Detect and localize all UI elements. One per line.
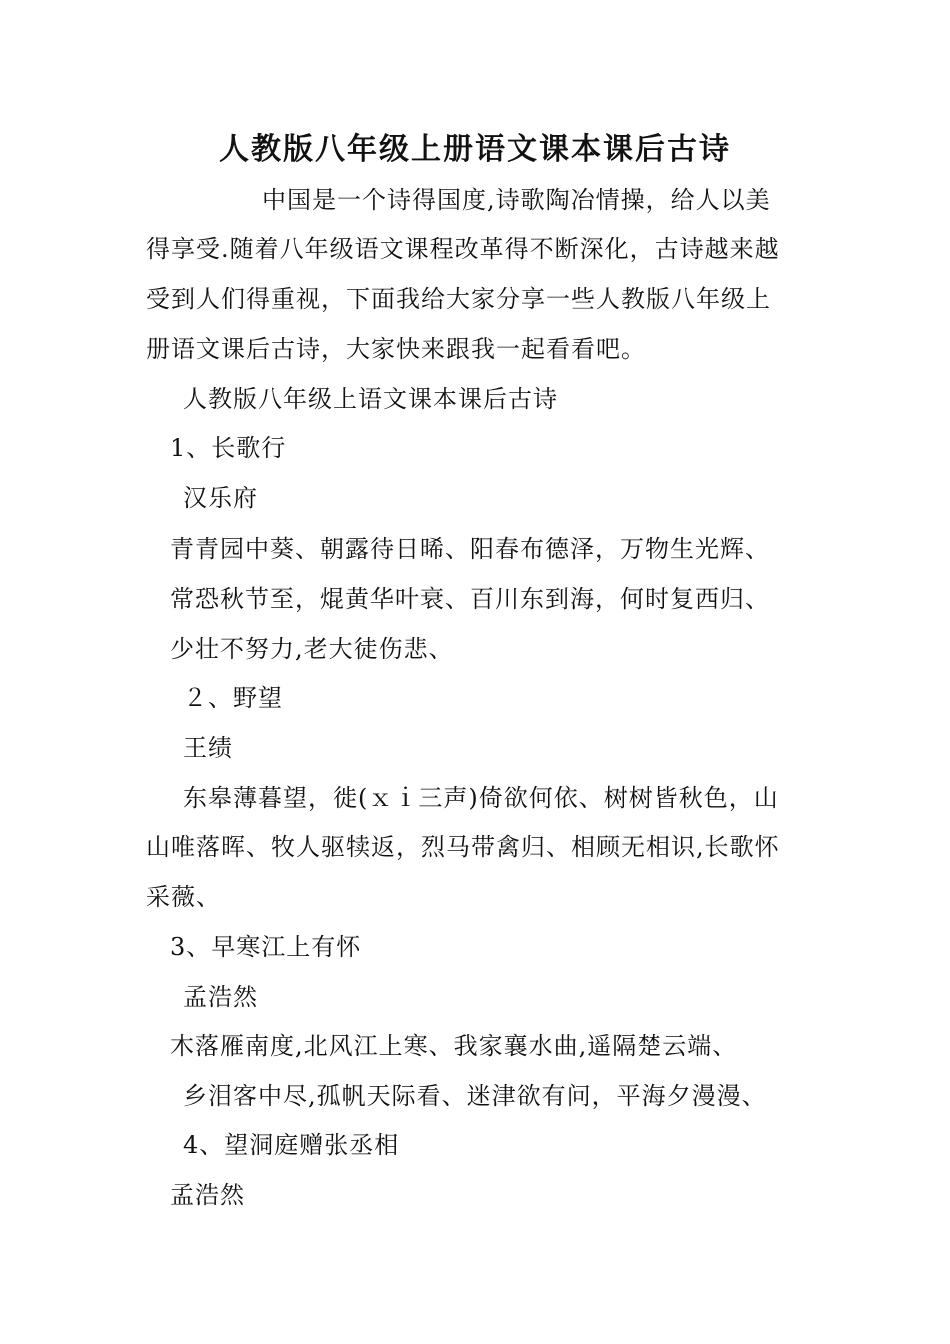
intro-line-3: 受到人们得重视，下面我给大家分享一些人教版八年级上 <box>146 285 771 313</box>
poem-3-line-2: 乡泪客中尽,孤帆天际看、迷津欲有问，平海夕漫漫、 <box>183 1082 767 1110</box>
poem-2-heading: ２、野望 <box>183 684 283 712</box>
poem-1-line-3: 少壮不努力,老大徒伤悲、 <box>170 635 454 663</box>
section-heading: 人教版八年级上语文课本课后古诗 <box>183 385 558 413</box>
poem-3-heading: 3、早寒江上有怀 <box>170 933 362 961</box>
poem-1-heading: 1、长歌行 <box>170 434 287 462</box>
poem-1-line-1: 青青园中葵、朝露待日晞、阳春布德泽，万物生光辉、 <box>170 535 770 563</box>
intro-line-4: 册语文课后古诗，大家快来跟我一起看看吧。 <box>146 335 646 363</box>
poem-1-author: 汉乐府 <box>183 484 258 512</box>
poem-3-line-1: 木落雁南度,北风江上寒、我家襄水曲,遥隔楚云端、 <box>170 1032 738 1060</box>
poem-4-author: 孟浩然 <box>170 1181 245 1209</box>
intro-line-1: 中国是一个诗得国度,诗歌陶冶情操，给人以美 <box>262 186 771 214</box>
poem-1-line-2: 常恐秋节至，焜黄华叶衰、百川东到海，何时复西归、 <box>170 585 770 613</box>
poem-3-author: 孟浩然 <box>183 983 258 1011</box>
poem-4-heading: 4、望洞庭赠张丞相 <box>183 1131 400 1159</box>
poem-2-line-3: 采薇、 <box>146 883 221 911</box>
intro-line-2: 得享受.随着八年级语文课程改革得不断深化，古诗越来越 <box>146 235 780 263</box>
poem-2-author: 王绩 <box>183 734 233 762</box>
poem-2-line-1: 东皋薄暮望，徙(ｘｉ三声)倚欲何依、树树皆秋色，山 <box>183 784 779 812</box>
poem-2-line-2: 山唯落晖、牧人驱犊返，烈马带禽归、相顾无相识,长歌怀 <box>146 833 780 861</box>
document-title: 人教版八年级上册语文课本课后古诗 <box>219 132 731 167</box>
